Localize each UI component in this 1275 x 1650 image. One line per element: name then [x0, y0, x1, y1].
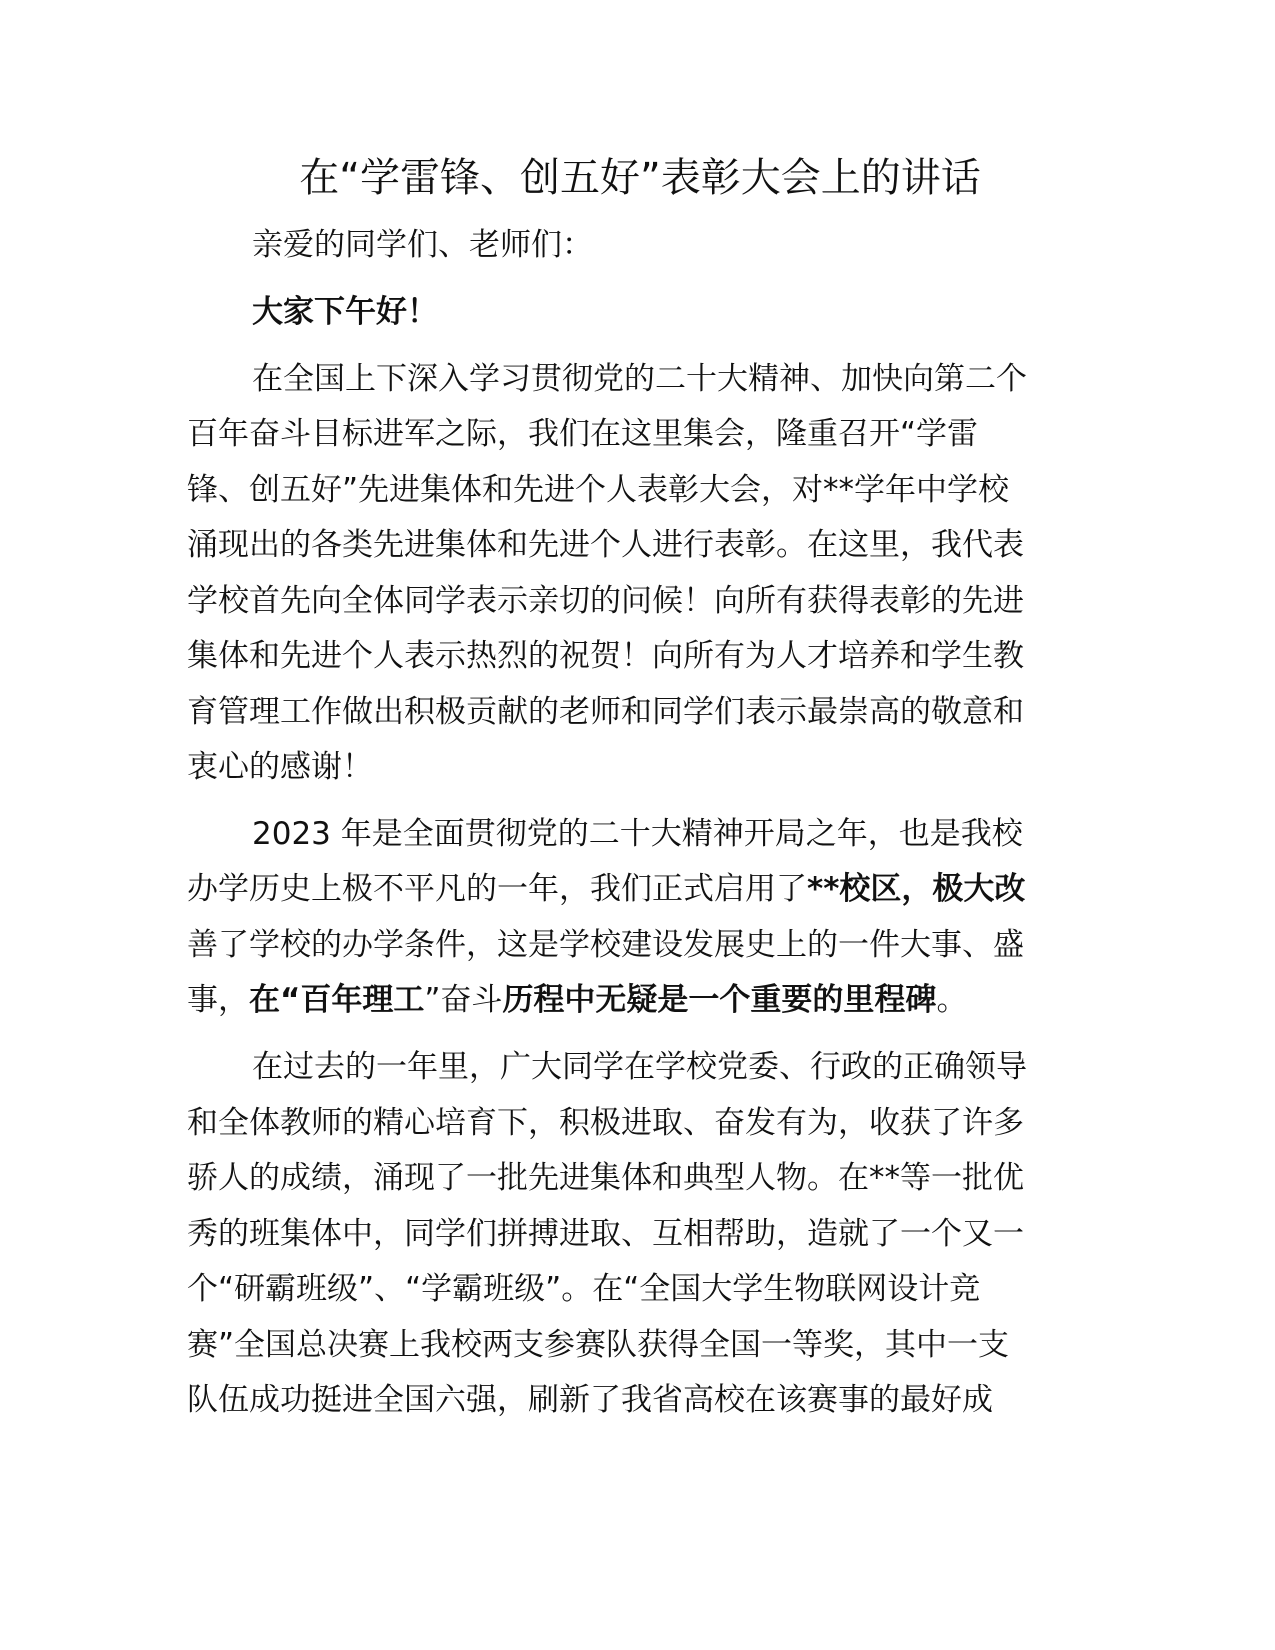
paragraph-3-line: 队伍成功挺进全国六强，刷新了我省高校在该赛事的最好成	[187, 1382, 993, 1418]
paragraph-2-line	[187, 980, 967, 1020]
paragraph-2-line: 2023 年是全面贯彻党的二十大精神开局之年，也是我校	[252, 816, 1023, 852]
document-title: 在“学雷锋、创五好”表彰大会上的讲话	[299, 155, 981, 201]
paragraph-3-line: 个“研霸班级”、“学霸班级”。在“全国大学生物联网设计竞	[187, 1271, 981, 1307]
paragraph-1-line: 百年奋斗目标进军之际，我们在这里集会，隆重召开“学雷	[187, 416, 979, 452]
paragraph-2-text: 。	[936, 982, 968, 1018]
paragraph-3-line: 在过去的一年里，广大同学在学校党委、行政的正确领导	[252, 1049, 1027, 1085]
paragraph-2-bold-text: **校区，极大改	[807, 871, 1026, 907]
salutation: 亲爱的同学们、老师们：	[252, 227, 593, 263]
greeting: 大家下午好！	[252, 294, 438, 330]
paragraph-3-line: 赛”全国总决赛上我校两支参赛队获得全国一等奖，其中一支	[187, 1327, 1010, 1363]
paragraph-1-line: 学校首先向全体同学表示亲切的问候！向所有获得表彰的先进	[187, 583, 1024, 619]
paragraph-1-line: 衷心的感谢！	[187, 749, 373, 785]
paragraph-2-line	[187, 869, 1025, 909]
paragraph-1-line: 育管理工作做出积极贡献的老师和同学们表示最崇高的敬意和	[187, 694, 1024, 730]
paragraph-1-line: 在全国上下深入学习贯彻党的二十大精神、加快向第二个	[252, 361, 1027, 397]
paragraph-2-bold-text: 历程中无疑是一个重要的里程碑	[502, 982, 937, 1018]
paragraph-2-text: ”奋斗	[424, 982, 503, 1018]
paragraph-3-line: 和全体教师的精心培育下，积极进取、奋发有为，收获了许多	[187, 1105, 1024, 1141]
paragraph-3-line: 骄人的成绩，涌现了一批先进集体和典型人物。在**等一批优	[187, 1160, 1024, 1196]
paragraph-2-line: 善了学校的办学条件，这是学校建设发展史上的一件大事、盛	[187, 927, 1024, 963]
paragraph-1-line: 涌现出的各类先进集体和先进个人进行表彰。在这里，我代表	[187, 527, 1024, 563]
paragraph-2-text: 事，	[187, 982, 249, 1018]
paragraph-2-text: 办学历史上极不平凡的一年，我们正式启用了	[187, 871, 807, 907]
paragraph-1-line: 集体和先进个人表示热烈的祝贺！向所有为人才培养和学生教	[187, 638, 1024, 674]
paragraph-3-line: 秀的班集体中，同学们拼搏进取、互相帮助，造就了一个又一	[187, 1216, 1024, 1252]
paragraph-1-line: 锋、创五好”先进集体和先进个人表彰大会，对**学年中学校	[187, 472, 1010, 508]
paragraph-2-bold-text: 在“百年理工	[249, 982, 425, 1018]
